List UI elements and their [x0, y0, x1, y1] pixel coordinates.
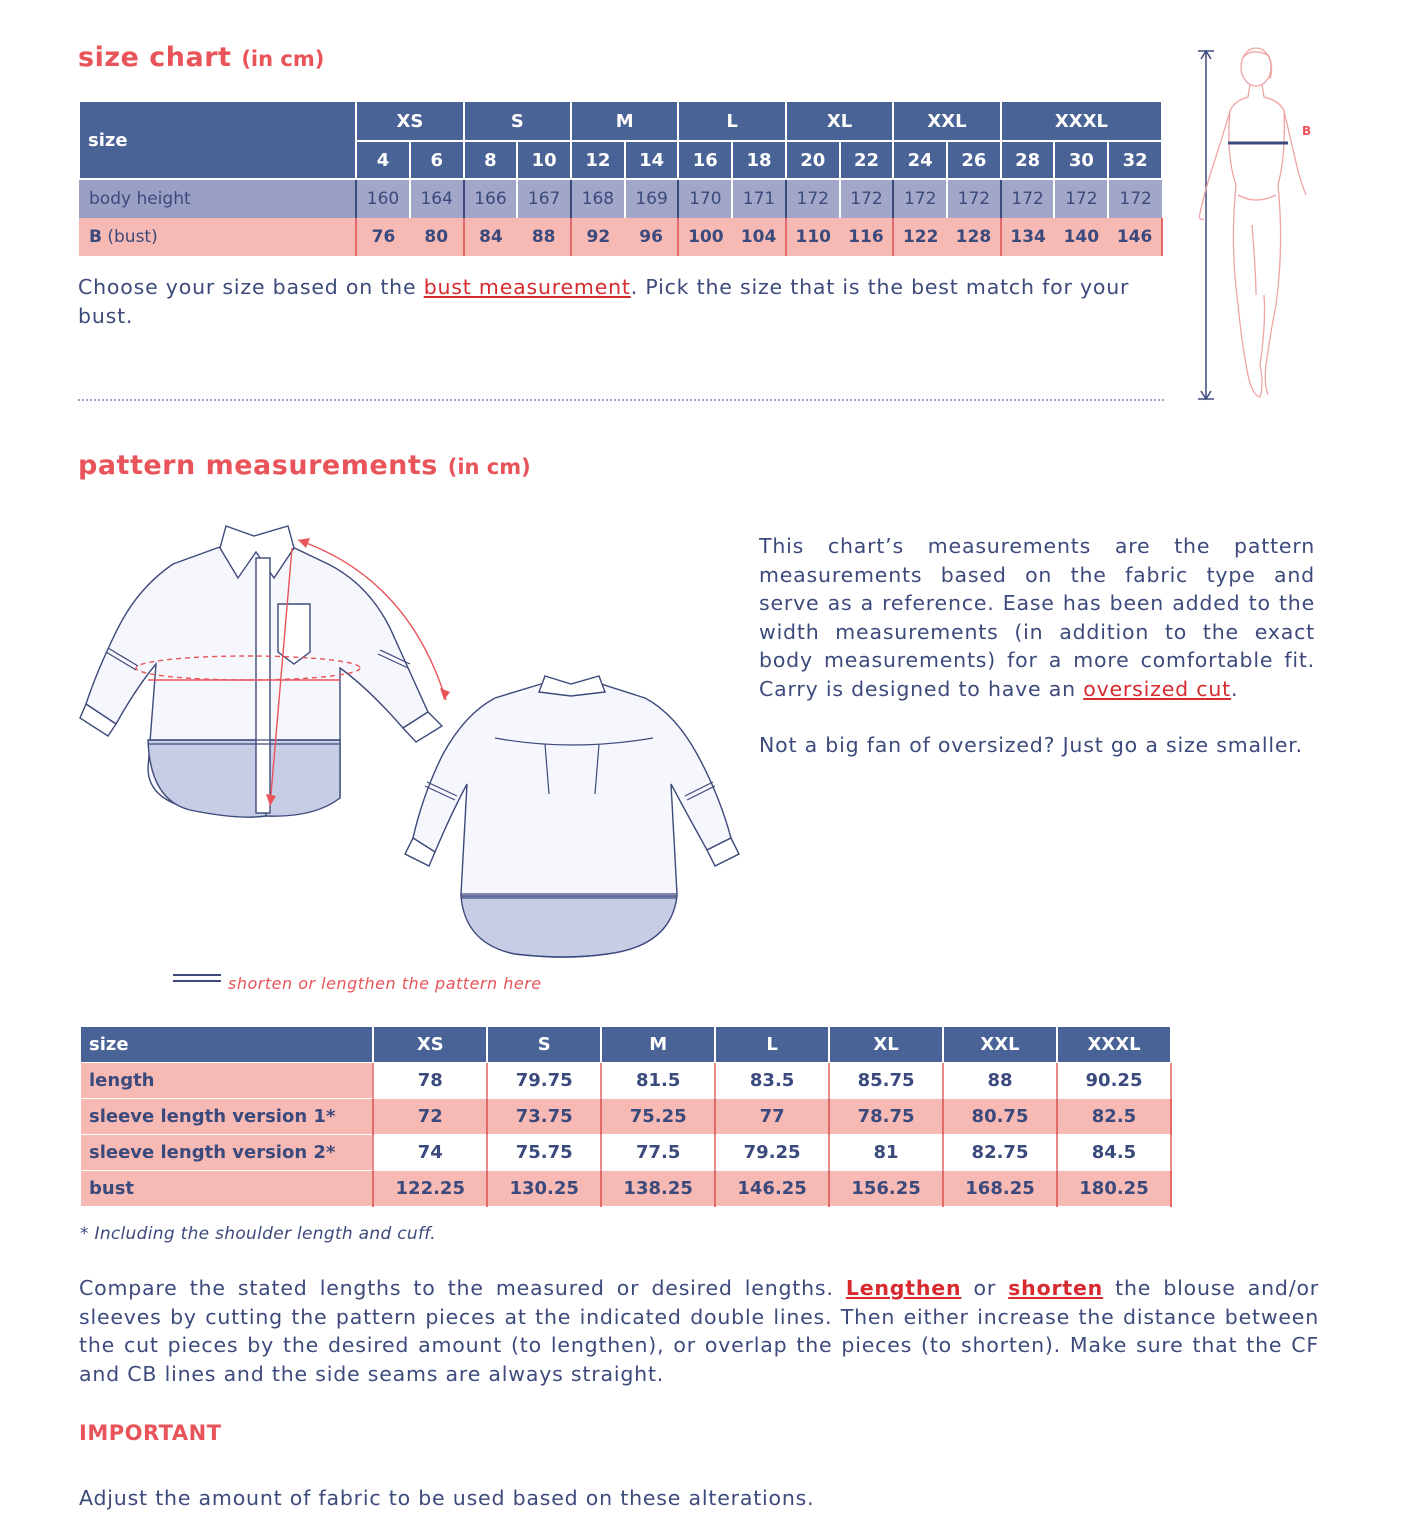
pattern-title-text: pattern measurements	[78, 450, 438, 481]
size-group-xxl: XXL	[893, 101, 1000, 141]
compare-or: or	[961, 1276, 1009, 1300]
body-height-cell: 172	[840, 179, 894, 218]
table-cell: 83.5	[715, 1063, 829, 1099]
pattern-header-cell: L	[715, 1027, 829, 1063]
body-height-cell: 164	[410, 179, 464, 218]
body-height-cell: 171	[732, 179, 786, 218]
section-divider	[78, 399, 1164, 401]
size-number: 30	[1054, 141, 1108, 179]
size-number: 8	[464, 141, 518, 179]
row-label: sleeve length version 2*	[81, 1135, 374, 1171]
pattern-header-cell: XXL	[943, 1027, 1057, 1063]
table-cell: 74	[373, 1135, 487, 1171]
important-heading: IMPORTANT	[79, 1421, 222, 1445]
size-number: 14	[625, 141, 679, 179]
bust-label	[79, 218, 356, 256]
lengthen-link[interactable]: Lengthen	[845, 1276, 962, 1300]
body-height-cell: 170	[678, 179, 732, 218]
bust-cell: 100	[678, 218, 732, 256]
table-cell: 146.25	[715, 1171, 829, 1207]
table-cell: 180.25	[1057, 1171, 1171, 1207]
bust-cell: 92	[571, 218, 625, 256]
figure-bust-label: B	[1302, 124, 1312, 138]
bust-cell: 76	[356, 218, 410, 256]
body-height-label: body height	[79, 179, 356, 218]
double-line-icon	[173, 974, 221, 982]
compare-text-a: Compare the stated lengths to the measured or desired lengths.	[79, 1276, 846, 1300]
table-cell: 75.25	[601, 1099, 715, 1135]
footnote: * Including the shoulder length and cuff.	[80, 1224, 436, 1244]
table-row	[81, 1099, 1172, 1135]
table-cell: 78	[373, 1063, 487, 1099]
size-chart-note	[78, 273, 1178, 330]
bust-row	[79, 218, 1162, 256]
size-group-l: L	[678, 101, 785, 141]
table-cell: 79.75	[487, 1063, 601, 1099]
table-cell: 84.5	[1057, 1135, 1171, 1171]
table-cell: 81.5	[601, 1063, 715, 1099]
body-height-cell: 172	[1108, 179, 1162, 218]
pattern-unit: (in cm)	[447, 455, 531, 479]
size-group-xs: XS	[356, 101, 463, 141]
table-row	[81, 1135, 1172, 1171]
body-height-cell: 172	[947, 179, 1001, 218]
table-cell: 81	[829, 1135, 943, 1171]
bust-cell: 88	[517, 218, 571, 256]
table-cell: 77	[715, 1099, 829, 1135]
body-height-row	[79, 179, 1162, 218]
size-number: 22	[840, 141, 894, 179]
body-height-cell: 172	[893, 179, 947, 218]
body-height-cell: 160	[356, 179, 410, 218]
para1-text: This chart’s measurements are the pattern measurements based on the fabric type and serve as a reference. Ease has been added to the width measurements (in addition to the exact body measurements) for a more comfortable fit. Carry is designed to have an	[759, 534, 1315, 701]
pattern-header-cell: M	[601, 1027, 715, 1063]
body-height-cell: 167	[517, 179, 571, 218]
size-number: 4	[356, 141, 410, 179]
table-cell: 130.25	[487, 1171, 601, 1207]
table-cell: 168.25	[943, 1171, 1057, 1207]
pattern-description	[759, 532, 1315, 703]
shorten-link[interactable]: shorten	[1008, 1276, 1104, 1300]
bust-cell: 110	[786, 218, 840, 256]
bust-cell: 84	[464, 218, 518, 256]
bust-cell: 116	[840, 218, 894, 256]
pattern-header-cell: XS	[373, 1027, 487, 1063]
size-number: 18	[732, 141, 786, 179]
para1-end: .	[1230, 676, 1239, 701]
oversized-cut-link[interactable]: oversized cut	[1083, 676, 1231, 701]
pattern-table	[80, 1026, 1172, 1207]
size-chart-title	[78, 42, 324, 73]
table-cell: 75.75	[487, 1135, 601, 1171]
shirt-back-illustration	[395, 674, 755, 964]
size-chart-table	[78, 100, 1163, 256]
bust-cell: 140	[1054, 218, 1108, 256]
pattern-header-cell: XL	[829, 1027, 943, 1063]
body-height-cell: 169	[625, 179, 679, 218]
bust-label-rest: (bust)	[107, 227, 158, 247]
pattern-title	[78, 450, 531, 481]
pattern-header-cell: S	[487, 1027, 601, 1063]
size-number: 10	[517, 141, 571, 179]
body-figure-illustration	[1190, 45, 1330, 405]
size-number: 6	[410, 141, 464, 179]
pattern-header-size: size	[81, 1027, 374, 1063]
bust-cell: 128	[947, 218, 1001, 256]
size-number: 26	[947, 141, 1001, 179]
size-group-xxxl: XXXL	[1001, 101, 1162, 141]
legend-text: shorten or lengthen the pattern here	[228, 974, 542, 993]
table-cell: 82.5	[1057, 1099, 1171, 1135]
size-number: 20	[786, 141, 840, 179]
important-text: Adjust the amount of fabric to be used based on these alterations.	[79, 1486, 815, 1510]
size-number: 24	[893, 141, 947, 179]
size-number: 16	[678, 141, 732, 179]
body-height-cell: 172	[1001, 179, 1055, 218]
table-row	[81, 1063, 1172, 1099]
bust-cell: 104	[732, 218, 786, 256]
row-label: bust	[81, 1171, 374, 1207]
size-chart-unit: (in cm)	[241, 47, 325, 71]
note-before: Choose your size based on the	[78, 275, 424, 299]
body-height-cell: 168	[571, 179, 625, 218]
size-chart-title-text: size chart	[78, 42, 232, 73]
bust-measurement-link[interactable]: bust measurement	[423, 275, 631, 299]
size-group-xl: XL	[786, 101, 893, 141]
size-group-m: M	[571, 101, 678, 141]
table-cell: 77.5	[601, 1135, 715, 1171]
table-cell: 122.25	[373, 1171, 487, 1207]
pattern-tip: Not a big fan of oversized? Just go a size smaller.	[759, 733, 1303, 757]
size-number: 32	[1108, 141, 1162, 179]
table-cell: 72	[373, 1099, 487, 1135]
body-height-cell: 172	[786, 179, 840, 218]
table-cell: 85.75	[829, 1063, 943, 1099]
table-row	[81, 1171, 1172, 1207]
table-cell: 82.75	[943, 1135, 1057, 1171]
table-cell: 88	[943, 1063, 1057, 1099]
bust-cell: 134	[1001, 218, 1055, 256]
size-number: 28	[1001, 141, 1055, 179]
pattern-header-cell: XXXL	[1057, 1027, 1171, 1063]
size-chart-size-label: size	[79, 101, 356, 179]
body-height-cell: 172	[1054, 179, 1108, 218]
table-cell: 79.25	[715, 1135, 829, 1171]
size-number: 12	[571, 141, 625, 179]
row-label: sleeve length version 1*	[81, 1099, 374, 1135]
bust-cell: 122	[893, 218, 947, 256]
table-cell: 90.25	[1057, 1063, 1171, 1099]
body-height-cell: 166	[464, 179, 518, 218]
bust-label-b: B	[89, 227, 102, 247]
bust-cell: 146	[1108, 218, 1162, 256]
compare-text-b: the blouse and/or sleeves by cutting the pattern pieces at the indicated double lines. Then either increase the distance between the cut pieces by the desired amount (to lengthen), or overlap the pieces (to shorten). Make sure that the CF and CB lines and the side seams are always straight.	[79, 1276, 1320, 1386]
table-cell: 138.25	[601, 1171, 715, 1207]
pattern-header-row	[81, 1027, 1172, 1063]
row-label: length	[81, 1063, 374, 1099]
table-cell: 156.25	[829, 1171, 943, 1207]
compare-paragraph	[79, 1274, 1319, 1388]
bust-cell: 96	[625, 218, 679, 256]
note-after: . Pick the size that is the best match for your bust.	[78, 275, 1130, 328]
bust-cell: 80	[410, 218, 464, 256]
table-cell: 73.75	[487, 1099, 601, 1135]
table-cell: 78.75	[829, 1099, 943, 1135]
table-cell: 80.75	[943, 1099, 1057, 1135]
size-group-s: S	[464, 101, 571, 141]
